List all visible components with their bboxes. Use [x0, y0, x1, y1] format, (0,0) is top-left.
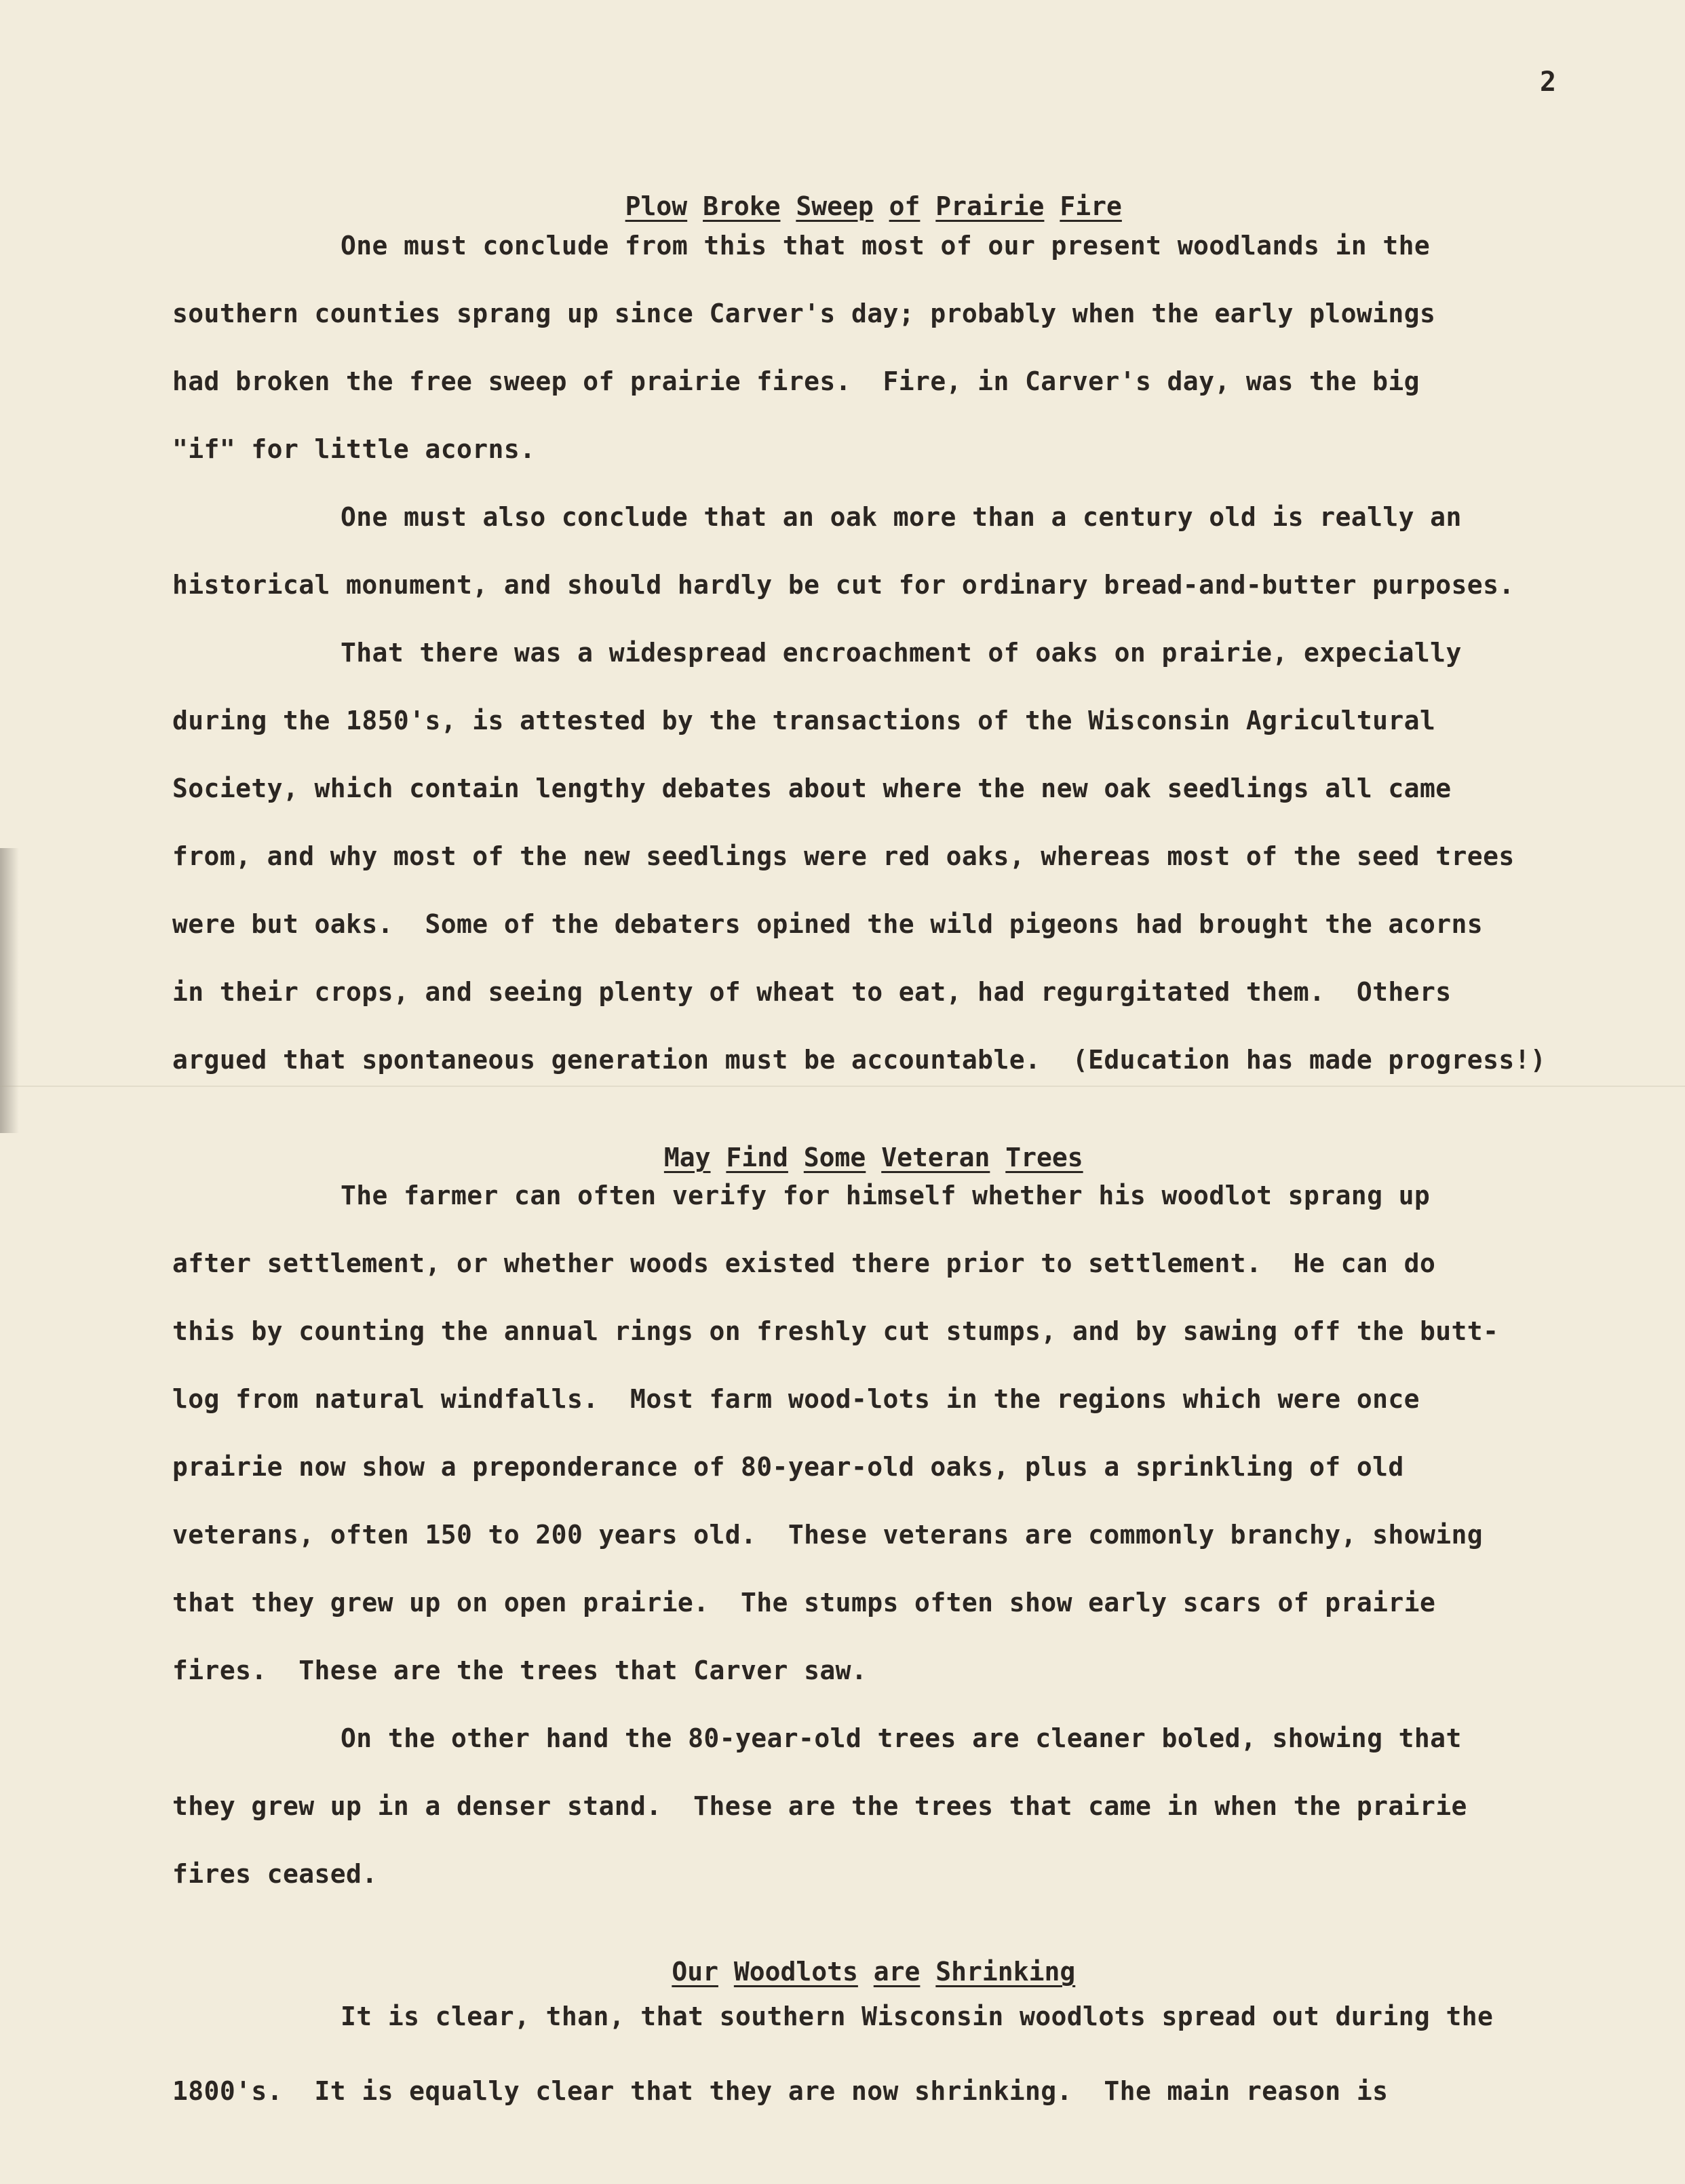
- body-line: during the 1850's, is attested by the transactions of the Wisconsin Agricultural: [172, 706, 1436, 735]
- body-line: were but oaks. Some of the debaters opined the wild pigeons had brought the acorns: [172, 909, 1484, 939]
- body-line: this by counting the annual rings on freshly cut stumps, and by sawing off the butt-: [172, 1316, 1499, 1346]
- page-number: 2: [1540, 66, 1557, 98]
- heading-word: Some: [803, 1143, 866, 1172]
- heading-word: Plow: [625, 191, 688, 221]
- heading-word: Veteran: [881, 1143, 990, 1172]
- heading-word: are: [873, 1957, 921, 1987]
- body-line: argued that spontaneous generation must be accountable. (Education has made progress!): [172, 1045, 1547, 1075]
- body-line: On the other hand the 80-year-old trees are cleaner boled, showing that: [341, 1723, 1462, 1753]
- heading-word: Our: [672, 1957, 718, 1987]
- heading-word: Fire: [1060, 191, 1122, 221]
- body-line: The farmer can often verify for himself whether his woodlot sprang up: [341, 1181, 1431, 1210]
- body-line: that they grew up on open prairie. The stumps often show early scars of prairie: [172, 1588, 1436, 1617]
- body-line: had broken the free sweep of prairie fires. Fire, in Carver's day, was the big: [172, 366, 1420, 396]
- body-line: fires ceased.: [172, 1859, 378, 1889]
- body-line: veterans, often 150 to 200 years old. These veterans are commonly branchy, showing: [172, 1520, 1484, 1550]
- body-line: It is clear, than, that southern Wisconsin woodlots spread out during the: [341, 2001, 1494, 2031]
- body-line: One must also conclude that an oak more than a century old is really an: [341, 502, 1462, 532]
- body-line: log from natural windfalls. Most farm wood-lots in the regions which were once: [172, 1384, 1420, 1414]
- heading-word: Trees: [1005, 1143, 1083, 1172]
- heading-word: Broke: [703, 191, 781, 221]
- body-line: prairie now show a preponderance of 80-year-old oaks, plus a sprinkling of old: [172, 1452, 1404, 1482]
- body-line: One must conclude from this that most of our present woodlands in the: [341, 231, 1431, 261]
- body-line: they grew up in a denser stand. These are the trees that came in when the prairie: [172, 1791, 1467, 1821]
- heading-word: Sweep: [796, 191, 874, 221]
- heading-word: Prairie: [935, 191, 1045, 221]
- body-line: fires. These are the trees that Carver saw.: [172, 1655, 868, 1685]
- body-line: in their crops, and seeing plenty of wheat to eat, had regurgitated them. Others: [172, 977, 1452, 1007]
- body-line: That there was a widespread encroachment of oaks on prairie, expecially: [341, 638, 1462, 668]
- heading-word: Woodlots: [733, 1957, 858, 1987]
- page-fold-crease: [0, 1086, 1685, 1087]
- body-line: southern counties sprang up since Carver's day; probably when the early plowings: [172, 299, 1436, 328]
- heading-word: Shrinking: [935, 1957, 1076, 1987]
- heading-word: Find: [726, 1143, 788, 1172]
- body-line: "if" for little acorns.: [172, 434, 536, 464]
- body-line: 1800's. It is equally clear that they are now shrinking. The main reason is: [172, 2076, 1389, 2106]
- body-line: after settlement, or whether woods existed there prior to settlement. He can do: [172, 1248, 1436, 1278]
- page-edge-stain: [0, 848, 19, 1133]
- heading-word: of: [889, 191, 921, 221]
- heading-word: May: [663, 1143, 711, 1172]
- body-line: historical monument, and should hardly be cut for ordinary bread-and-butter purposes.: [172, 570, 1515, 600]
- body-line: from, and why most of the new seedlings were red oaks, whereas most of the seed trees: [172, 841, 1515, 871]
- body-line: Society, which contain lengthy debates about where the new oak seedlings all came: [172, 773, 1452, 803]
